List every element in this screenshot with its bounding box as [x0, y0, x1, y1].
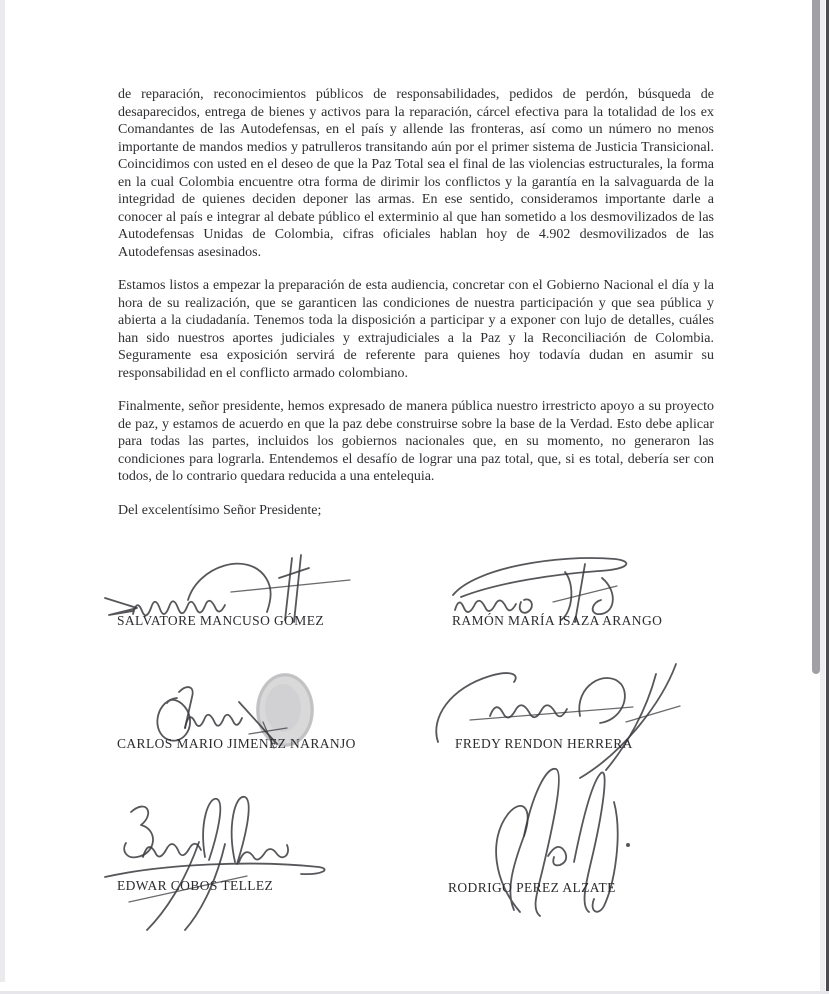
- scrollbar-track: [820, 0, 825, 994]
- body-paragraph-2: Estamos listos a empezar la preparación de esta audiencia, concretar con el Gobierno Nacional el día y la hora de su realización, que se garanticen las condiciones de nuestra participación y que sea pública y abierta a la ciudadanía. Tenemos toda la disposición a participar y a exponer con lujo de detalles, cuáles han sido nuestros aportes judiciales y extrajudiciales a la Paz y la Reconciliación de Colombia. Seguramente esa exposición servirá de referente para quienes hoy todavía dudan en asumir su responsabilidad en el conflicto armado colombiano.: [118, 278, 714, 381]
- scrollbar-thumb[interactable]: [812, 0, 820, 674]
- signatory-name: RODRIGO PEREZ ALZATE: [448, 880, 616, 895]
- closing-line: Del excelentísimo Señor Presidente;: [118, 502, 322, 518]
- signatory-name: CARLOS MARIO JIMENEZ NARANJO: [117, 736, 356, 751]
- signatory-name: SALVATORE MANCUSO GÓMEZ: [117, 613, 324, 628]
- body-paragraph-1: de reparación, reconocimientos públicos de responsabilidades, pedidos de perdón, búsqueda de desaparecidos, entrega de bienes y activos para la reparación, cárcel efectiva para la totalidad de los ex Comandantes de las Autodefensas, en el país y allende las fronteras, así como un número no menos importante de mandos medios y patrulleros transitando aún por el primer sistema de Justicia Transicional. Coincidimos con usted en el deseo de que la Paz Total sea el final de las violencias estructurales, la forma en la cual Colombia encuentre otra forma de dirimir los conflictos y la garantía en la salvaguarda de la integridad de quienes deciden deponer las armas. En ese sentido, consideramos importante darle a conocer al país e integrar al debate público el exterminio al que han sometido a los desmovilizados de las Autodefensas Unidas de Colombia, cifras oficiales hablan hoy de 4.902 desmovilizados de las Autodefensas asesinados.: [118, 87, 714, 260]
- signature-cobos-image: [101, 780, 336, 932]
- signatory-name: EDWAR COBOS TELLEZ: [117, 878, 274, 893]
- letter-body: [118, 86, 714, 519]
- body-paragraph-3: Finalmente, señor presidente, hemos expresado de manera pública nuestro irrestricto apoyo a su proyecto de paz, y estamos de acuerdo en que la paz debe construirse sobre la base de la Verdad. Esto debe aplicar para todas las partes, incluidos los gobiernos nacionales que, en su momento, no generaron las condiciones para lograrla. Entendemos el desafío de lograr una paz total, que, si es total, debería ser con todos, de lo contrario quedara reducida a una entelequia.: [118, 399, 714, 484]
- signatory-name: RAMÓN MARÍA ISAZA ARANGO: [452, 613, 663, 628]
- left-window-edge: [0, 0, 5, 982]
- signature-perez-image: [462, 760, 647, 922]
- signatory-name: FREDY RENDON HERRERA: [455, 736, 633, 751]
